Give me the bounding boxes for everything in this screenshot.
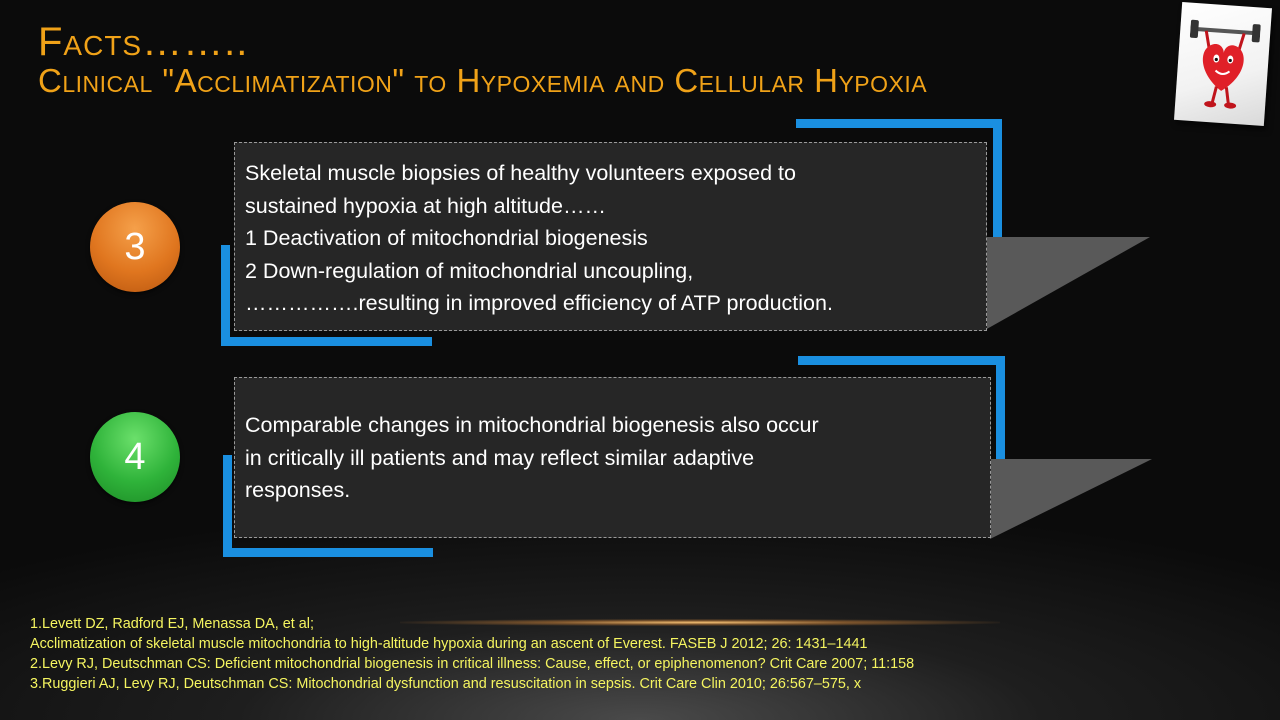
- item-3-number-badge: 3: [90, 202, 180, 292]
- reference-2: 2.Levy RJ, Deutschman CS: Deficient mitochondrial biogenesis in critical illness: Cause, effect, or epiphenomenon? Crit Care 2007; 11:158: [30, 656, 915, 672]
- item-3-text-box: [234, 142, 987, 331]
- item-3-line-3: 1 Deactivation of mitochondrial biogenesis: [245, 226, 648, 250]
- item-4-line-1: Comparable changes in mitochondrial biogenesis also occur: [245, 413, 819, 437]
- slide-title: [38, 22, 927, 97]
- item-4-number-badge: 4: [90, 412, 180, 502]
- item-4-shadow-shape: [990, 459, 1152, 539]
- item-3-line-4: 2 Down-regulation of mitochondrial uncoupling,: [245, 258, 694, 283]
- heart-weightlifter-icon: [1174, 2, 1272, 126]
- reference-1: 1.Levett DZ, Radford EJ, Menassa DA, et al;: [30, 616, 314, 632]
- item-3-line-1: Skeletal muscle biopsies of healthy volunteers exposed to: [245, 161, 796, 185]
- item-3-shadow-shape: [985, 237, 1150, 330]
- item-3-line-2: sustained hypoxia at high altitude……: [245, 193, 606, 218]
- reference-3: 3.Ruggieri AJ, Levy RJ, Deutschman CS: Mitochondrial dysfunction and resuscitation in sepsis. Crit Care Clin 2010; 26:567–575, x: [30, 676, 862, 692]
- item-4-line-3: responses.: [245, 478, 351, 502]
- item-4-text-box: [234, 377, 991, 538]
- references: [30, 614, 1260, 694]
- item-3-line-5: …………….resulting in improved efficiency of ATP production.: [245, 291, 833, 315]
- title-line-1: Facts……..: [38, 20, 249, 64]
- reference-1-title: Acclimatization of skeletal muscle mitochondria to high-altitude hypoxia during an ascent of Everest. FASEB J 2012; 26: 1431–1441: [30, 636, 868, 652]
- title-line-2: Clinical "Acclimatization" to Hypoxemia and Cellular Hypoxia: [38, 62, 928, 99]
- item-4-line-2: in critically ill patients and may reflect similar adaptive: [245, 445, 755, 470]
